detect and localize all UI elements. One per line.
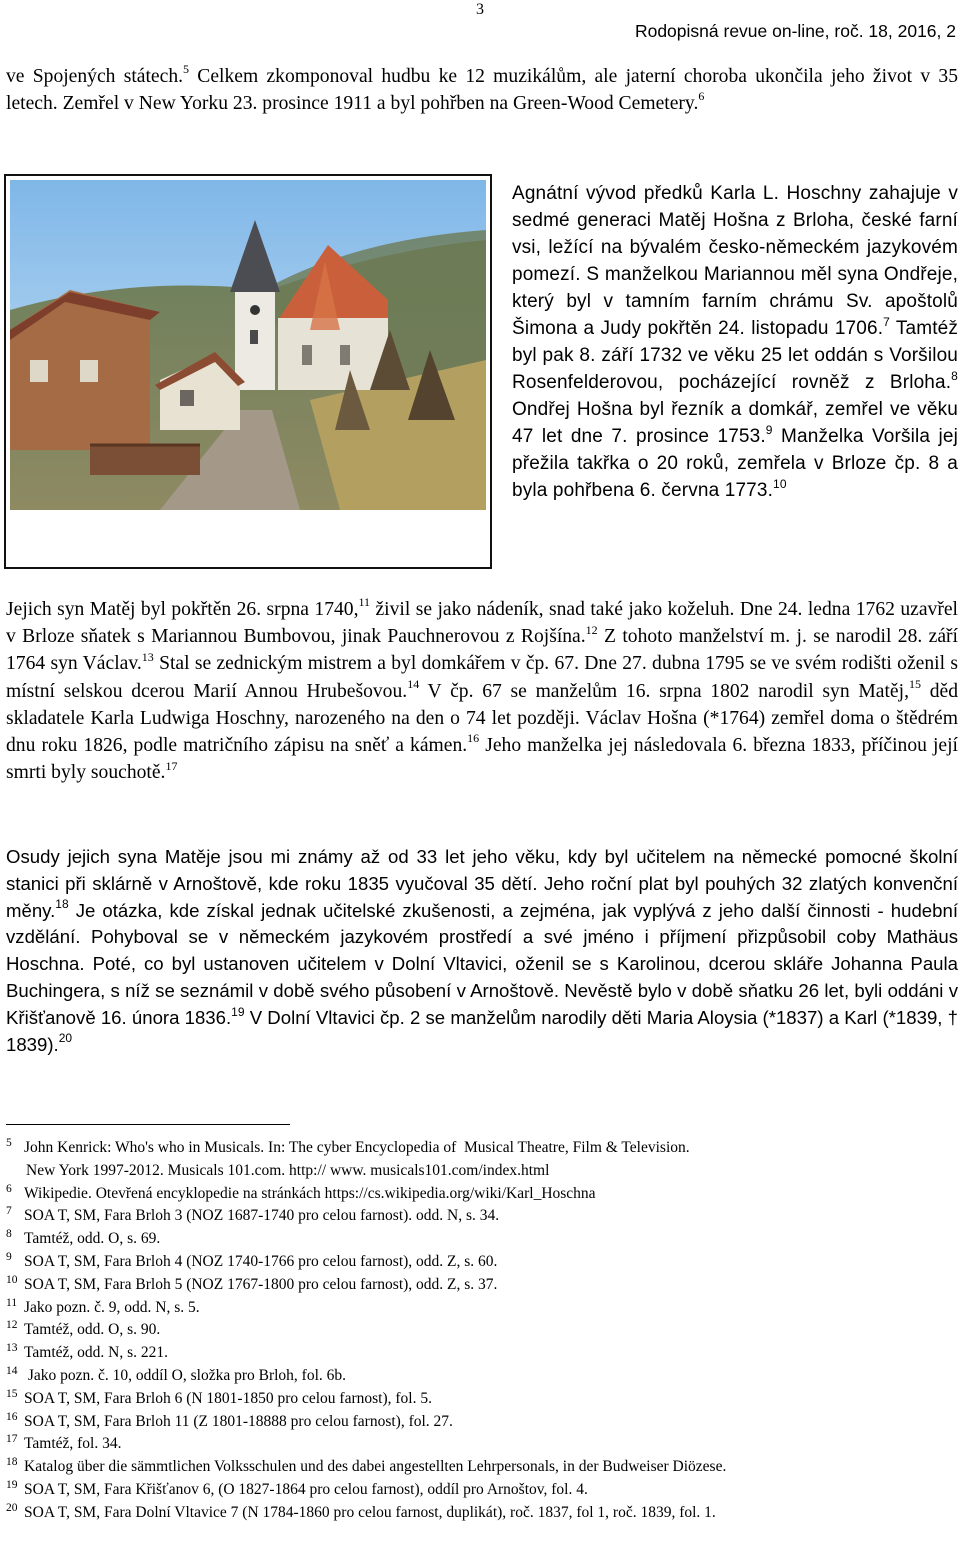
footnote-ref[interactable]: 11 (358, 595, 371, 610)
footnote (6, 1297, 958, 1320)
footnote-ref[interactable]: 18 (55, 897, 69, 912)
footnote-text: Tamtéž, odd. N, s. 221. (24, 1344, 168, 1362)
footnote-number: 14 (6, 1364, 18, 1377)
footnote (6, 1411, 958, 1434)
footnote-number: 17 (6, 1433, 18, 1446)
text-run: Manželka Voršila jej přežila takřka o 20 roků, zemřela v Brloze čp. 8 a byla pohřbena 6. června 1773. (512, 426, 958, 501)
text-run: Tamtéž byl pak 8. září 1732 ve věku 25 let oddán s Voršilou Rosenfelderovou, pocházející rovněž z Brloha. (512, 318, 958, 393)
footnote-number: 12 (6, 1319, 18, 1332)
footnote (6, 1205, 958, 1228)
footnote (6, 1365, 958, 1388)
intro-paragraph (6, 63, 958, 117)
footnote-text: SOA T, SM, Fara Křišťanov 6, (O 1827-1864 pro celou farnost), oddíl pro Arnoštov, fol. 4. (24, 1480, 588, 1498)
footnote-text: SOA T, SM, Fara Dolní Vltavice 7 (N 1784-1860 pro celou farnost, duplikát), roč. 1837, fol 1, roč. 1839, fol. 1. (24, 1503, 716, 1521)
footnote-number: 16 (6, 1410, 18, 1423)
text-run: děd skladatele Karla Ludwiga Hoschny, narozeného na den o 74 let později. Václav Hošna (*1764) zemřel doma o štědrém dnu roku 1826, podle matričního zápisu na sněť a kámen. (6, 680, 958, 757)
footnote (6, 1228, 958, 1251)
footnote-text: Tamtéž, odd. O, s. 69. (24, 1230, 161, 1248)
footnote (6, 1137, 958, 1183)
footnote-number: 15 (6, 1387, 18, 1400)
footnote-ref[interactable]: 14 (407, 677, 420, 692)
footnote (6, 1183, 958, 1206)
fence (90, 445, 200, 475)
footnote-text: SOA T, SM, Fara Brloh 11 (Z 1801-18888 pro celou farnost), fol. 27. (24, 1412, 453, 1430)
footnote-text: Wikipedie. Otevřená encyklopedie na stránkách https://cs.wikipedia.org/wiki/Karl_Hoschna (24, 1184, 596, 1202)
footnote-ref[interactable]: 16 (467, 731, 480, 746)
text-run: Ondřej Hošna byl řezník a domkář, zemřel ve věku 47 let dne 7. prosince 1753. (512, 399, 958, 447)
page-number: 3 (476, 1, 484, 18)
text-run: Celkem zkomponoval hudbu ke 12 muzikálům, ale jaterní choroba ukončila jeho život v 35 letech. Zemřel v New Yorku 23. prosince 1911 a byl pohřben na Green-Wood Cemetery. (6, 66, 958, 114)
footnotes (6, 1137, 958, 1525)
body-paragraph-2 (6, 844, 958, 1058)
text-run: Agnátní vývod předků Karla L. Hoschny zahajuje v sedmé generaci Matěj Hošna z Brloha, české farní vsi, ležící na bývalém česko-německém jazykovém pomezí. S manželkou Mariannou měl syna Ondřeje, který byl v tamním farním chrámu Sv. apoštolů Šimona a Judy pokřtěn 24. listopadu 1706. (512, 183, 958, 339)
footnote-ref[interactable]: 19 (231, 1004, 245, 1019)
footnote (6, 1433, 958, 1456)
footnote-text: SOA T, SM, Fara Brloh 5 (NOZ 1767-1800 pro celou farnost), odd. Z, s. 37. (24, 1275, 498, 1293)
text-run: Stal se zednickým mistrem a byl domkářem v čp. 67. Dne 27. dubna 1795 se ve svém rodišti oženil s místní selskou dcerou Marií Annou Hrubešovou. (6, 653, 958, 702)
footnote-number: 6 (6, 1182, 12, 1195)
footnote-number: 19 (6, 1478, 18, 1491)
footnote-ref[interactable]: 12 (585, 622, 598, 637)
footnote-ref[interactable]: 7 (883, 314, 890, 329)
text-run: Jejich syn Matěj byl pokřtěn 26. srpna 1740, (6, 599, 359, 620)
footnote-text: Tamtéž, odd. O, s. 90. (24, 1321, 161, 1339)
footnote (6, 1274, 958, 1297)
footnote-ref[interactable]: 9 (765, 422, 773, 437)
text-run: Je otázka, kde získal jednak učitelské zkušenosti, a zejména, jak vyplývá z jeho další činnosti - hudební vzdělání. Pohyboval se v německém jazykovém prostředí a své jméno i příjmení přizpůsobil coby Mathäus Hoschna. Poté, co byl ustanoven učitelem v Dolní Vltavici, oženil se s Karolinou, dcerou skláře Johanna Paula Buchingera, s níž se seznámil v době svého působení v Arnoštově. Nevěstě bylo v době sňatku 26 let, byli oddáni v Křišťanově 16. února 1836. (6, 899, 958, 1028)
footnote (6, 1319, 958, 1342)
footnote-number: 5 (6, 1137, 12, 1149)
footnote-ref[interactable]: 17 (165, 758, 178, 773)
footnote-text: Tamtéž, fol. 34. (24, 1435, 122, 1453)
footnote (6, 1388, 958, 1411)
footnote-ref[interactable]: 6 (698, 89, 705, 104)
footnote-number: 10 (6, 1273, 18, 1286)
text-run: Osudy jejich syna Matěje jsou mi známy až od 33 let jeho věku, kdy byl učitelem na německé pomocné školní stanici při sklárně v Arnoštově, kde roku 1835 vyučoval 35 dětí. Jeho roční plat byl pouhých 32 zlatých konvenční měny. (6, 846, 958, 921)
text-run: V čp. 67 se manželům 16. srpna 1802 narodil syn Matěj, (419, 680, 909, 702)
footnote-separator (6, 1124, 290, 1125)
footnote-ref[interactable]: 8 (951, 368, 958, 383)
footnote-text: Jako pozn. č. 10, oddíl O, složka pro Brloh, fol. 6b. (24, 1366, 347, 1384)
footnote-text: New York 1997-2012. Musicals 101.com. http:// www. musicals101.com/index.html (26, 1161, 550, 1179)
footnote-number: 13 (6, 1342, 18, 1355)
footnote-ref[interactable]: 13 (141, 649, 154, 664)
footnote-ref[interactable]: 10 (773, 476, 787, 491)
footnote-number: 11 (6, 1296, 18, 1309)
footnote-number: 8 (6, 1228, 12, 1241)
footnote-text: John Kenrick: Who's who in Musicals. In: The cyber Encyclopedia of Musical Theatre, Film & Television. (24, 1139, 690, 1156)
footnote (6, 1342, 958, 1365)
footnote-text: Jako pozn. č. 9, odd. N, s. 5. (24, 1298, 200, 1316)
footnote-text: Katalog über die sämmtlichen Volksschulen und des dabei angestellten Lehrpersonals, in der Budweiser Diözese. (24, 1458, 727, 1476)
footnote-ref[interactable]: 5 (183, 62, 190, 77)
footnote (6, 1251, 958, 1274)
footnote (6, 1502, 958, 1525)
side-column-text (512, 180, 958, 504)
footnote-text: SOA T, SM, Fara Brloh 6 (N 1801-1850 pro celou farnost), fol. 5. (24, 1389, 432, 1407)
body-paragraph-1 (6, 596, 958, 786)
church-photo (10, 180, 486, 510)
text-run: V Dolní Vltavici čp. 2 se manželům narodily děti Maria Aloysia (*1837) a Karl (*1839, † 1839). (6, 1006, 958, 1055)
footnote-ref[interactable]: 20 (58, 1031, 73, 1046)
footnote-number: 7 (6, 1205, 12, 1218)
text-run: Z tohoto manželství m. j. se narodil 28. září 1764 syn Václav. (6, 626, 958, 675)
footnote-text: SOA T, SM, Fara Brloh 4 (NOZ 1740-1766 pro celou farnost), odd. Z, s. 60. (24, 1252, 498, 1270)
footnote-number: 18 (6, 1456, 18, 1469)
church-photo-figure (4, 174, 492, 569)
footnote (6, 1479, 958, 1502)
text-run: živil se jako nádeník, snad také jako koželuh. Dne 24. ledna 1762 uzavřel v Brloze sňatek s Mariannou Bumbovou, jinak Pauchnerovou z Rojšína. (6, 599, 958, 648)
running-header: Rodopisná revue on-line, roč. 18, 2016, 2 (634, 21, 956, 41)
footnote-number: 20 (6, 1501, 18, 1514)
footnote (6, 1456, 958, 1479)
text-run: ve Spojených státech. (6, 66, 184, 87)
footnote-text: SOA T, SM, Fara Brloh 3 (NOZ 1687-1740 pro celou farnost). odd. N, s. 34. (24, 1207, 500, 1225)
footnote-ref[interactable]: 15 (908, 677, 921, 692)
footnote-number: 9 (6, 1250, 12, 1263)
text-run: Jeho manželka jej následovala 6. března 1833, příčinou její smrti byly souchotě. (6, 735, 958, 784)
